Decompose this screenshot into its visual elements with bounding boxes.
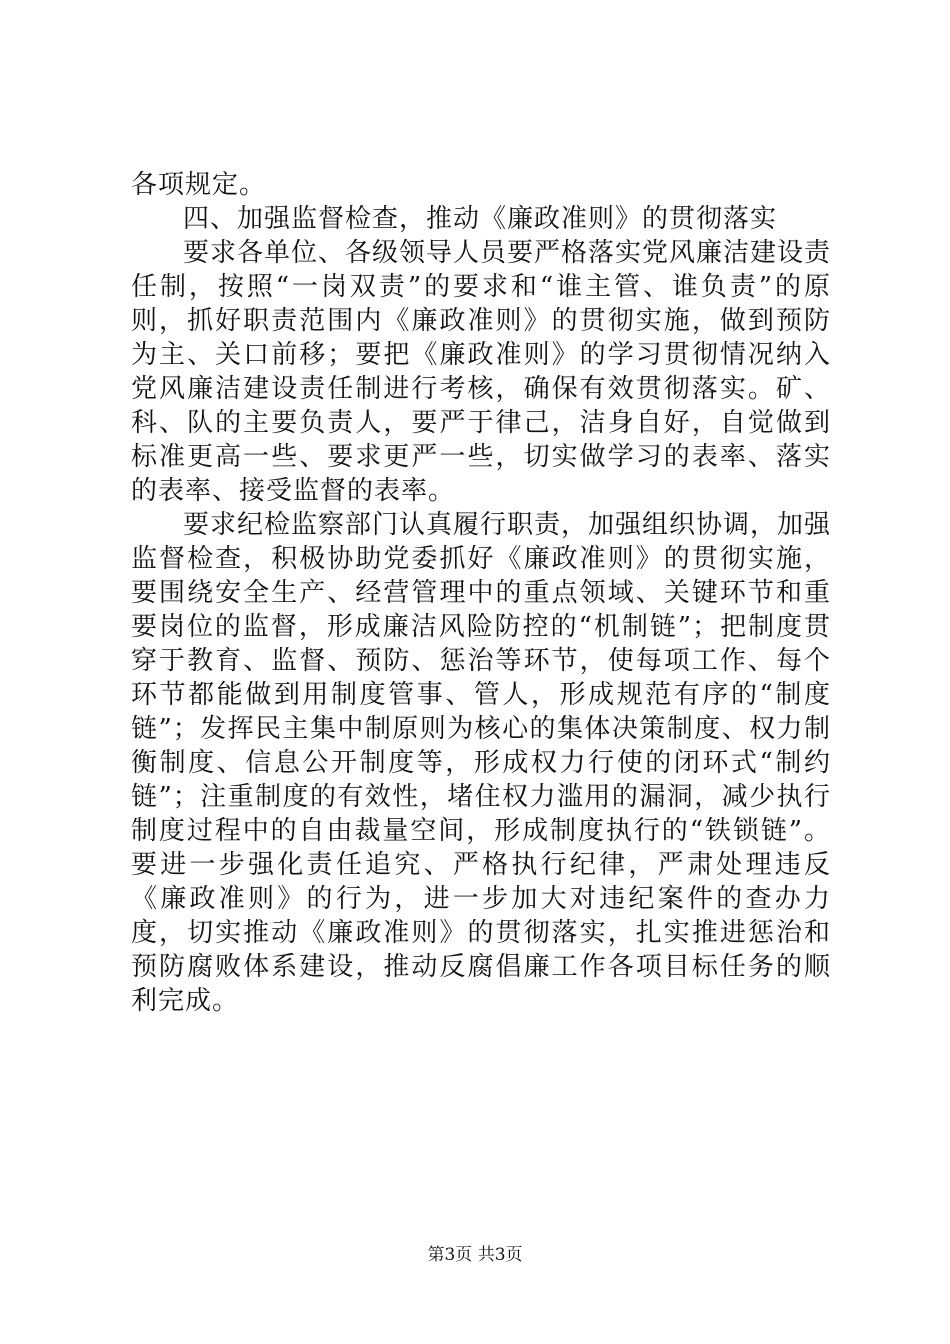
paragraph-continuation: 各项规定。	[131, 170, 267, 200]
paragraph-leaders: 要求各单位、各级领导人员要严格落实党风廉洁建设责任制，按照“一岗双责”的要求和“谁主管、谁负责”的原则，抓好职责范围内《廉政准则》的贯彻实施，做到预防为主、关口前移；要把《廉政准则》的学习贯彻情况纳入党风廉洁建设责任制进行考核，确保有效贯彻落实。矿、科、队的主要负责人，要严于律己，洁身自好，自觉做到标准更高一些、要求更严一些，切实做学习的表率、落实的表率、接受监督的表率。	[131, 238, 832, 506]
document-body	[131, 168, 831, 1018]
section-heading: 四、加强监督检查，推动《廉政准则》的贯彻落实	[183, 204, 778, 234]
page-footer: 第3页 共3页	[427, 1245, 523, 1265]
paragraph-discipline: 要求纪检监察部门认真履行职责，加强组织协调，加强监督检查，积极协助党委抓好《廉政准则》的贯彻实施，要围绕安全生产、经营管理中的重点领域、关键环节和重要岗位的监督，形成廉洁风险防控的“机制链”；把制度贯穿于教育、监督、预防、惩治等环节，使每项工作、每个环节都能做到用制度管事、管人，形成规范有序的“制度链”；发挥民主集中制原则为核心的集体决策制度、权力制衡制度、信息公开制度等，形成权力行使的闭环式“制约链”；注重制度的有效性，堵住权力滥用的漏洞，减少执行制度过程中的自由裁量空间，形成制度执行的“铁锁链”。要进一步强化责任追究、严格执行纪律，严肃处理违反《廉政准则》的行为，进一步加大对违纪案件的查办力度，切实推动《廉政准则》的贯彻落实，扎实推进惩治和预防腐败体系建设，推动反腐倡廉工作各项目标任务的顺利完成。	[131, 510, 832, 1016]
